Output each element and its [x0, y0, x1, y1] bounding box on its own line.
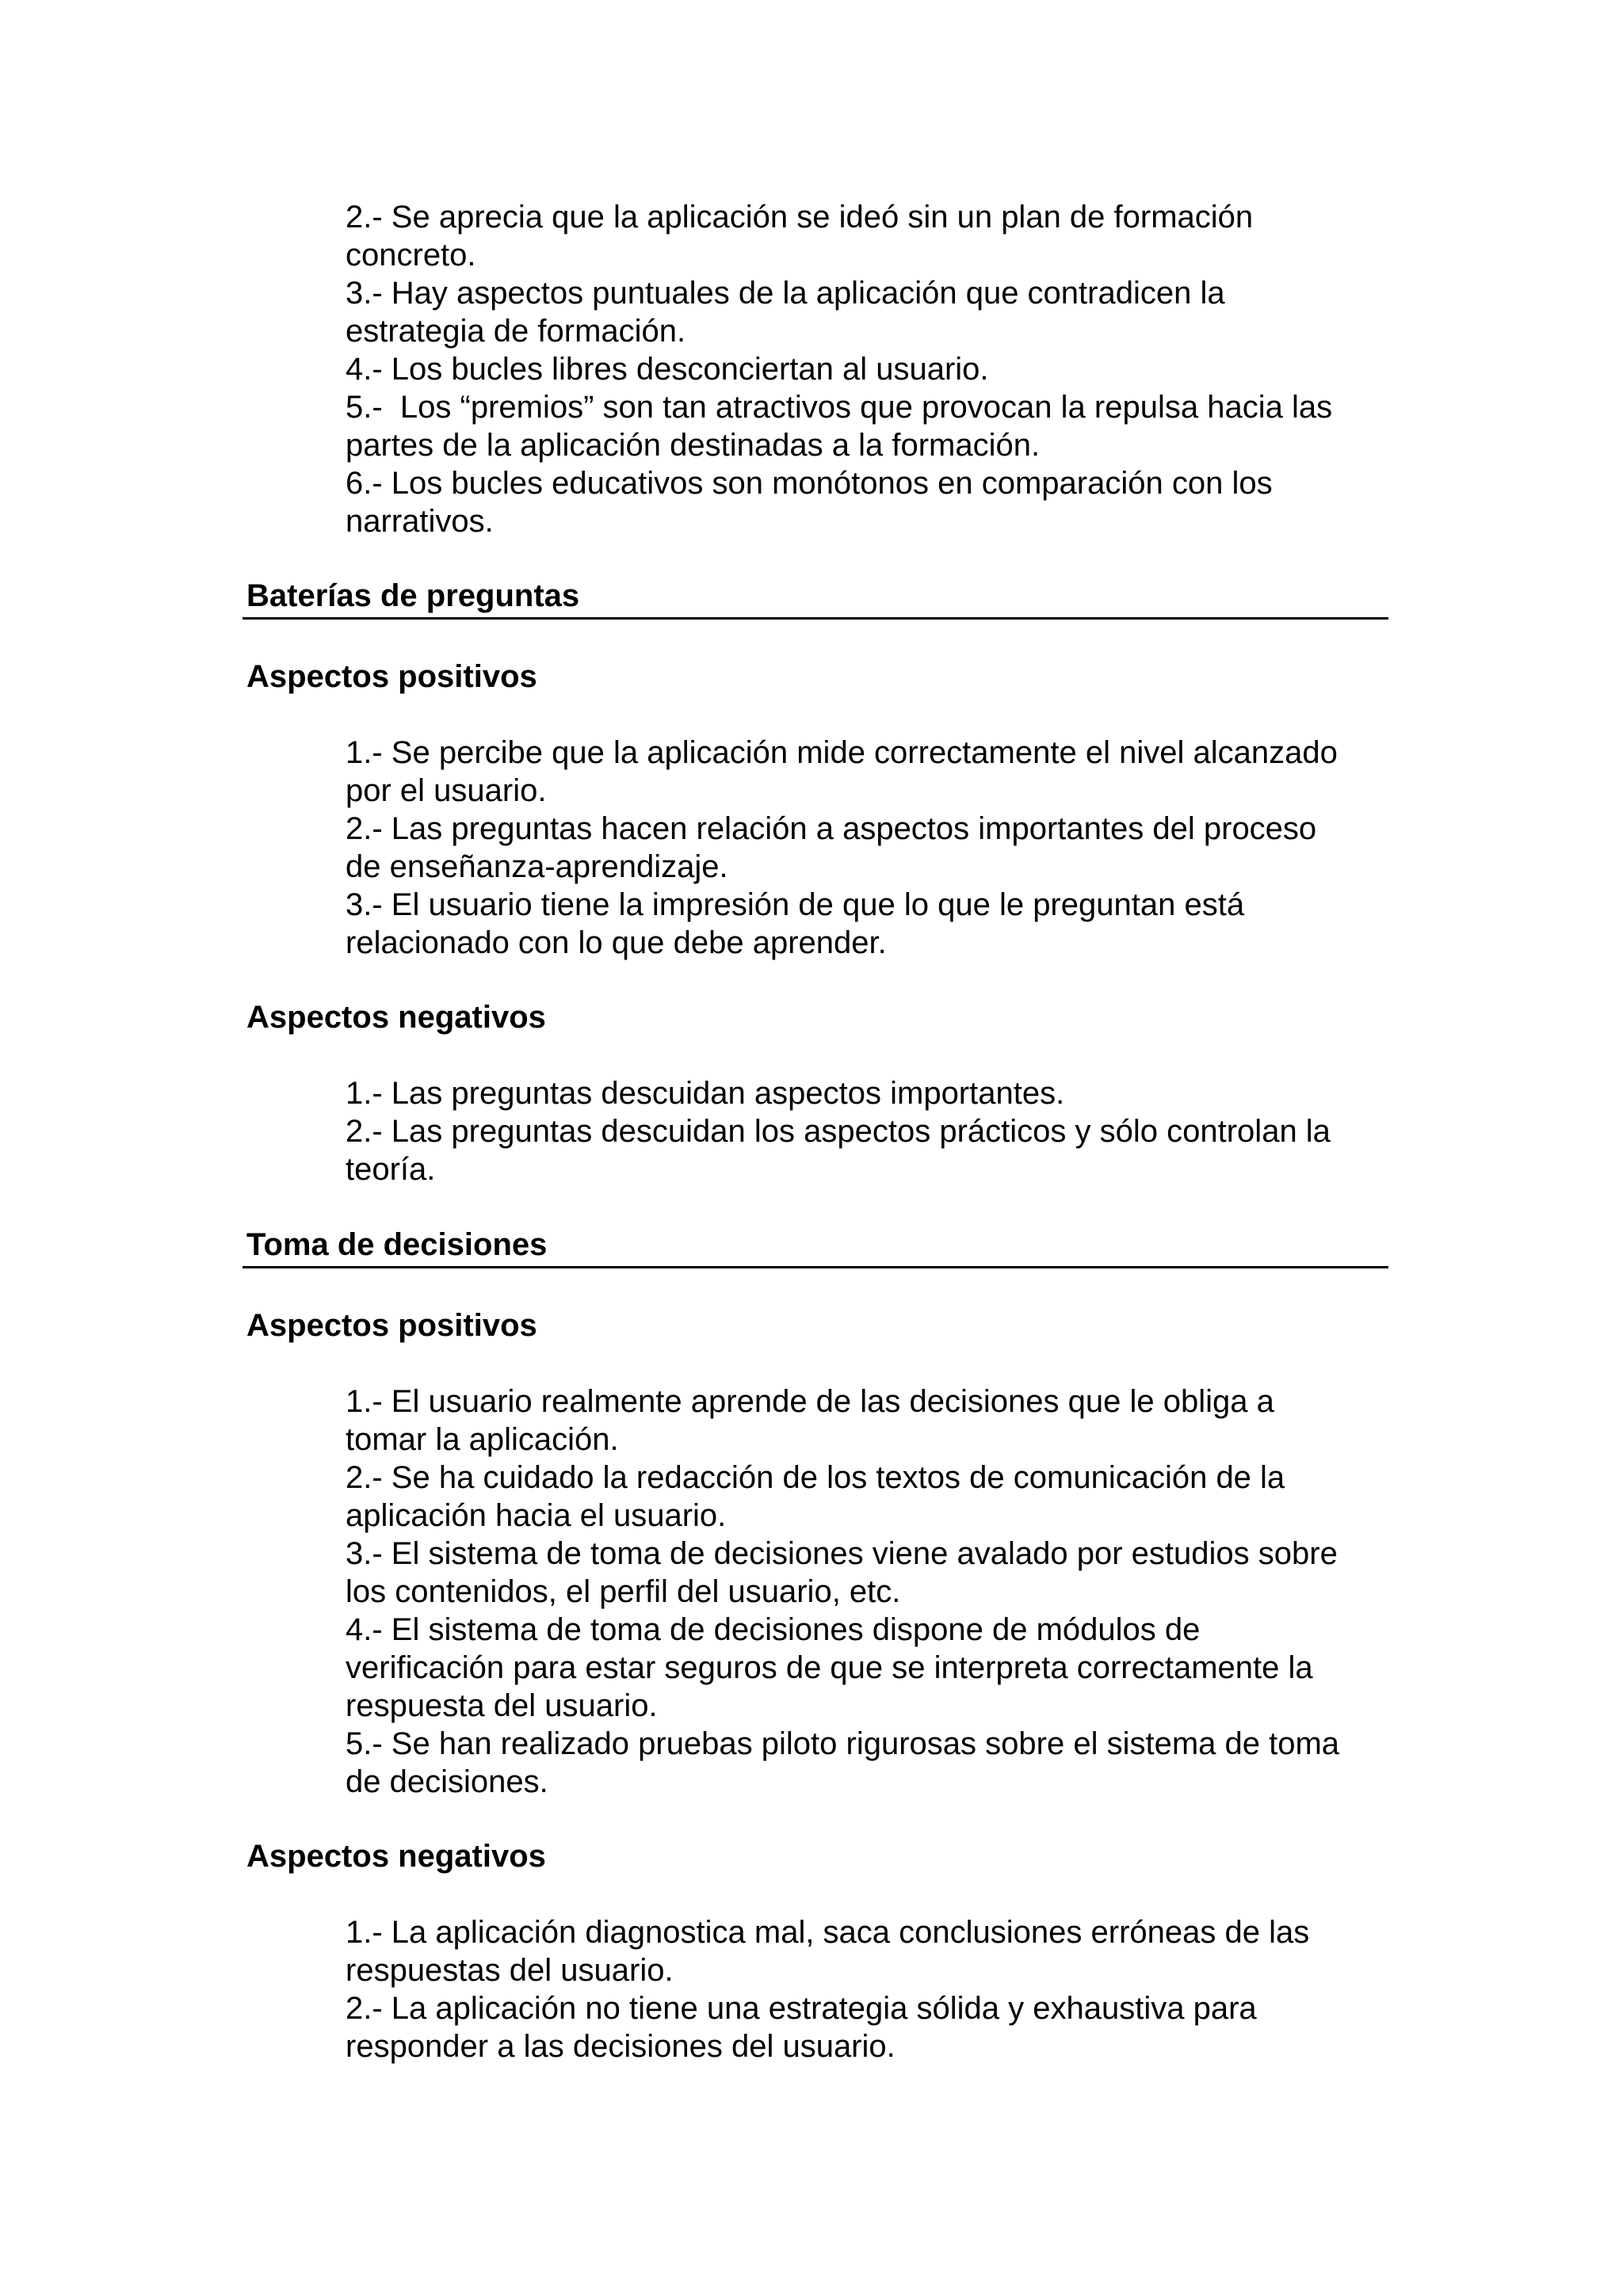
list-line: 1.- Se percibe que la aplicación mide correctamente el nivel alcanzado [346, 735, 1338, 770]
list-line: 1.- El usuario realmente aprende de las decisiones que le obliga a [346, 1384, 1274, 1419]
subheading-negative: Aspectos negativos [246, 1000, 546, 1035]
list-line: 1.- Las preguntas descuidan aspectos importantes. [346, 1076, 1065, 1111]
list-line: narrativos. [346, 504, 494, 539]
list-line: 2.- Se aprecia que la aplicación se ideó sin un plan de formación [346, 200, 1254, 235]
section-rule [242, 1266, 1388, 1268]
section-rule [242, 617, 1388, 620]
list-line: 2.- Las preguntas hacen relación a aspectos importantes del proceso [346, 811, 1317, 846]
list-line: por el usuario. [346, 773, 547, 808]
list-line: 4.- El sistema de toma de decisiones dispone de módulos de [346, 1612, 1201, 1647]
list-line: teoría. [346, 1152, 436, 1187]
list-line: 5.- Se han realizado pruebas piloto rigurosas sobre el sistema de toma [346, 1726, 1340, 1761]
subheading-positive: Aspectos positivos [246, 659, 537, 694]
list-line: 3.- Hay aspectos puntuales de la aplicación que contradicen la [346, 276, 1225, 311]
list-line: 2.- Se ha cuidado la redacción de los textos de comunicación de la [346, 1460, 1285, 1495]
list-line: 6.- Los bucles educativos son monótonos en comparación con los [346, 466, 1273, 501]
list-line: 3.- El usuario tiene la impresión de que lo que le preguntan está [346, 887, 1245, 922]
list-line: responder a las decisiones del usuario. [346, 2029, 896, 2064]
list-line: partes de la aplicación destinadas a la formación. [346, 428, 1041, 463]
list-line: concreto. [346, 238, 476, 273]
list-line: 2.- Las preguntas descuidan los aspectos prácticos y sólo controlan la [346, 1114, 1331, 1149]
list-line: relacionado con lo que debe aprender. [346, 925, 887, 960]
list-line: estrategia de formación. [346, 314, 686, 349]
list-line: 5.- Los “premios” son tan atractivos que provocan la repulsa hacia las [346, 390, 1333, 425]
list-line: 3.- El sistema de toma de decisiones viene avalado por estudios sobre [346, 1536, 1338, 1571]
section-title-toma: Toma de decisiones [246, 1227, 548, 1262]
subheading-negative: Aspectos negativos [246, 1839, 546, 1874]
list-line: de enseñanza-aprendizaje. [346, 849, 728, 884]
list-line: verificación para estar seguros de que se interpreta correctamente la [346, 1650, 1313, 1685]
list-line: 1.- La aplicación diagnostica mal, saca conclusiones erróneas de las [346, 1915, 1310, 1950]
list-line: respuestas del usuario. [346, 1953, 674, 1988]
list-line: los contenidos, el perfil del usuario, etc. [346, 1574, 901, 1609]
list-line: de decisiones. [346, 1764, 548, 1799]
list-line: 2.- La aplicación no tiene una estrategia sólida y exhaustiva para [346, 1991, 1257, 2026]
list-line: tomar la aplicación. [346, 1422, 619, 1457]
list-line: aplicación hacia el usuario. [346, 1498, 727, 1533]
section-title-baterias: Baterías de preguntas [246, 578, 580, 613]
subheading-positive: Aspectos positivos [246, 1308, 537, 1343]
list-line: 4.- Los bucles libres desconciertan al usuario. [346, 352, 989, 387]
list-line: respuesta del usuario. [346, 1688, 658, 1723]
